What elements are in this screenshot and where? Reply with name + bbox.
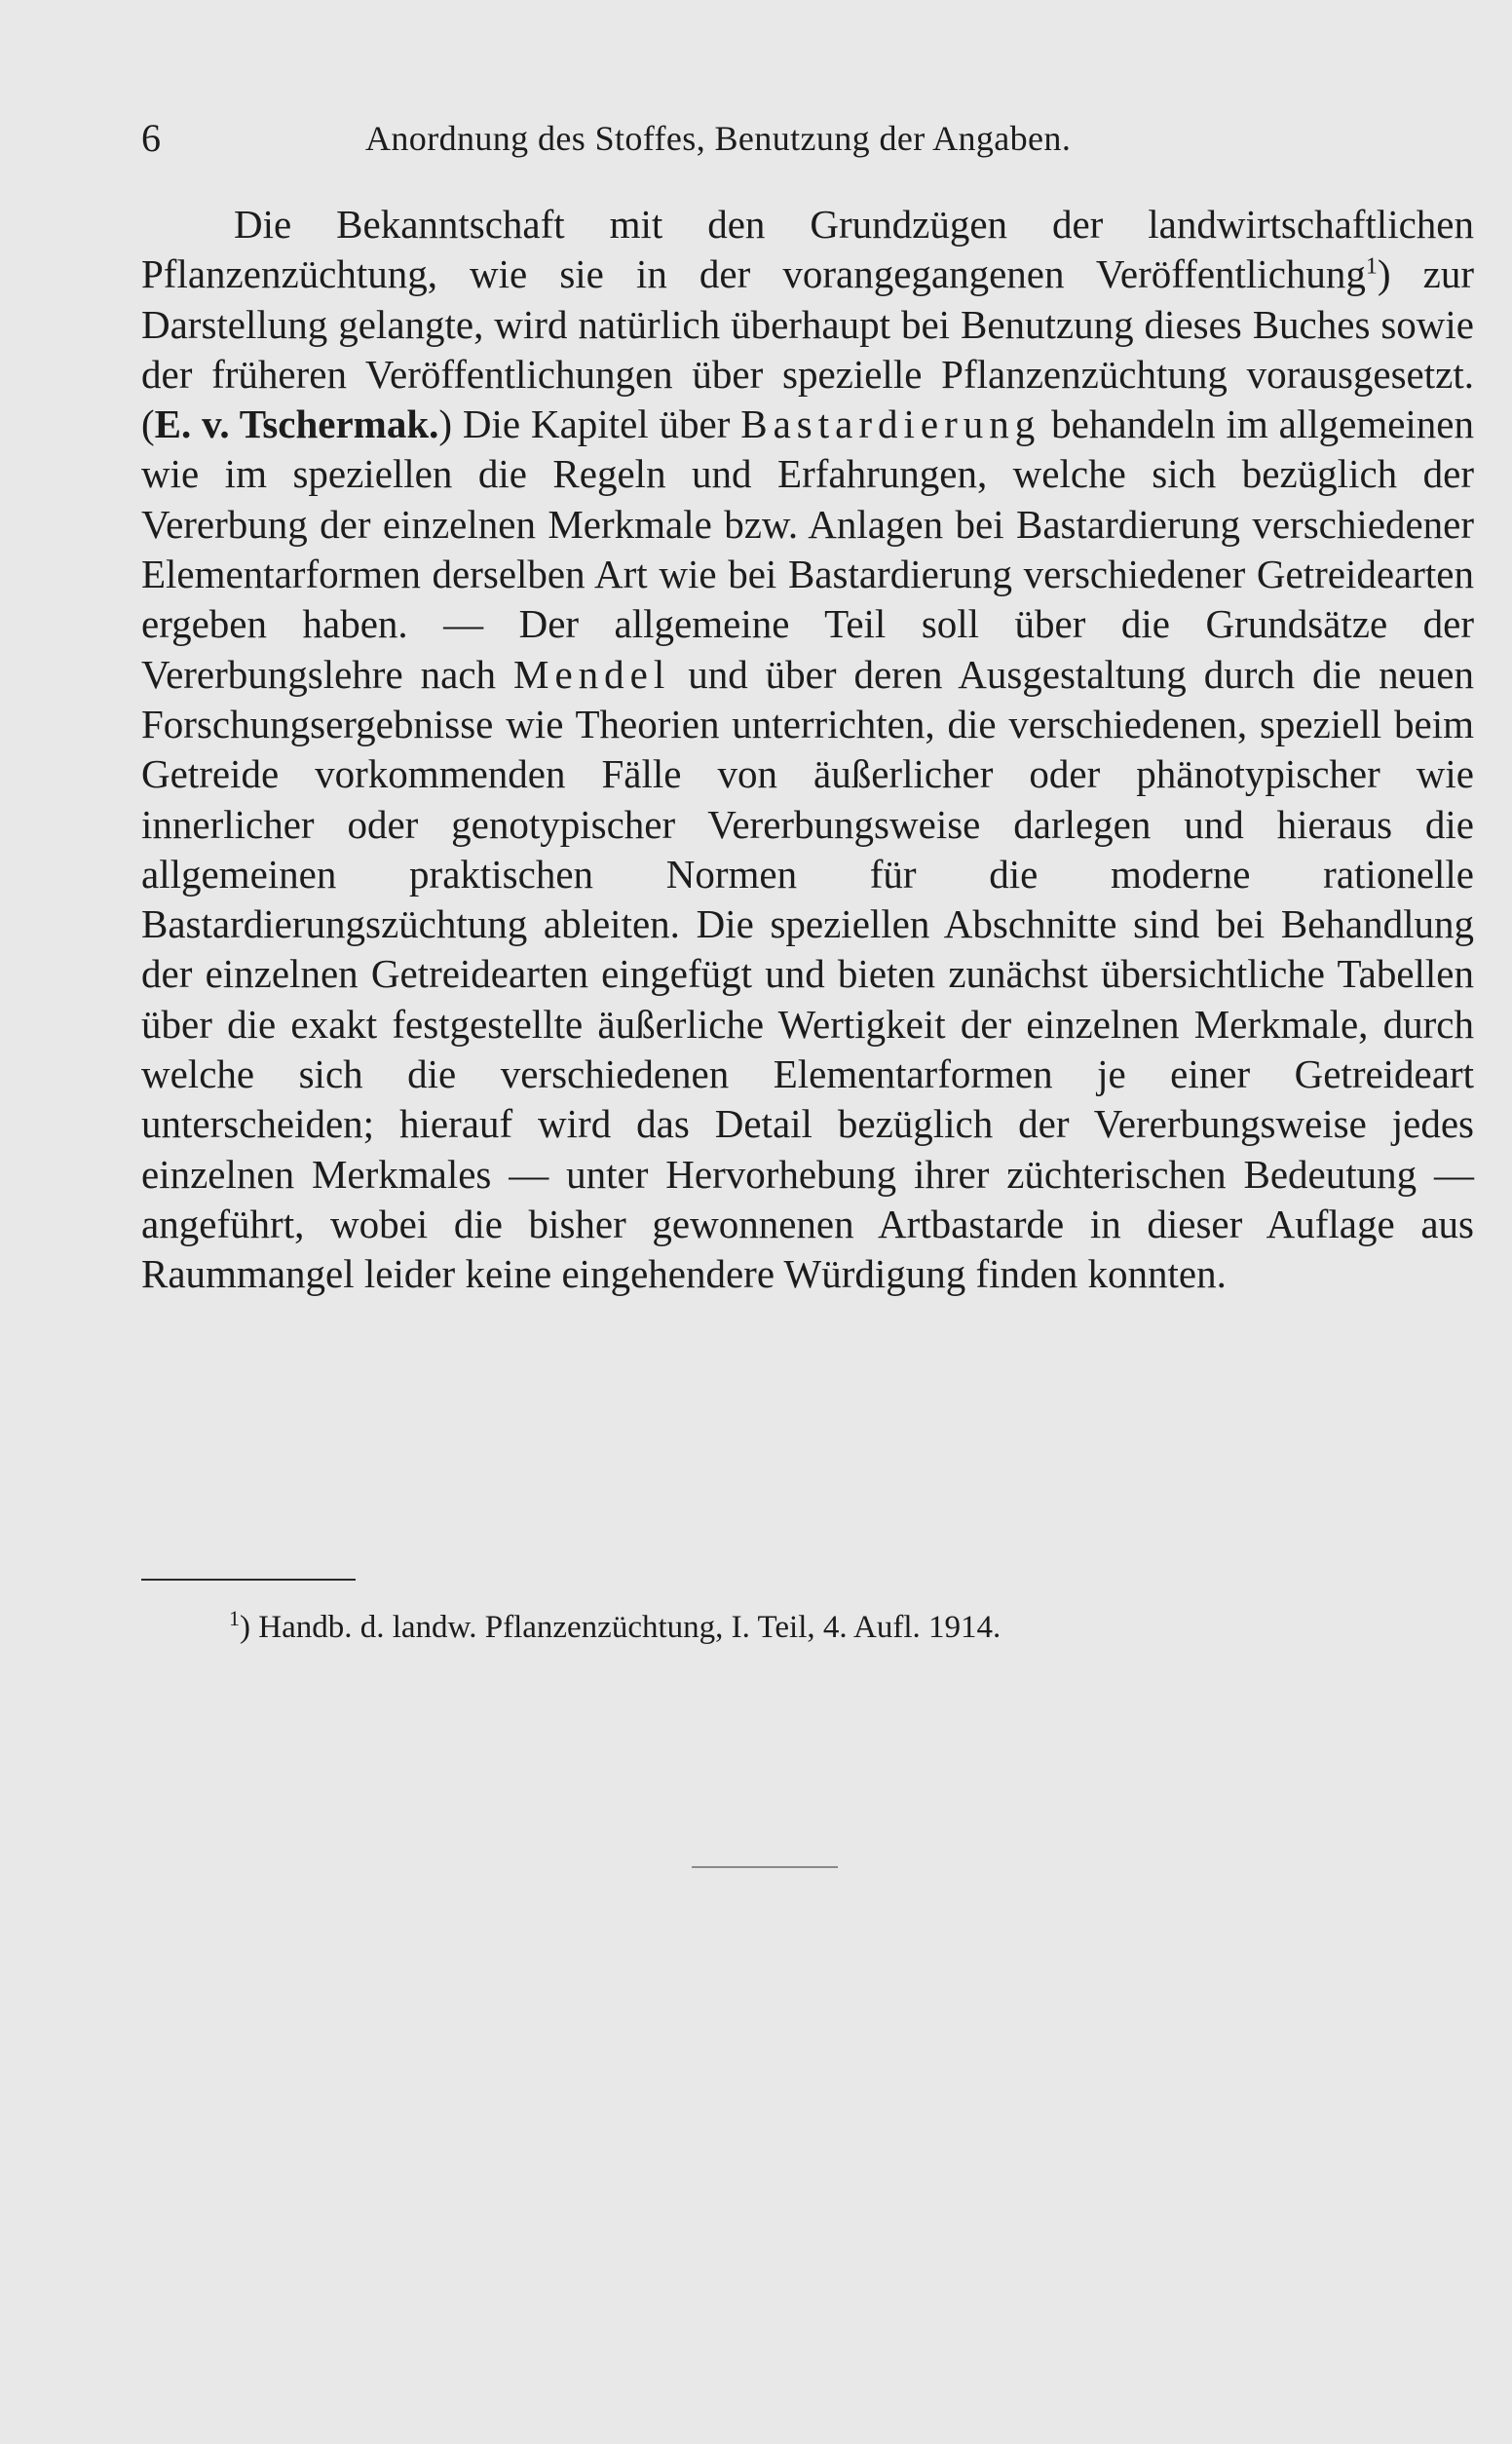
stray-print-mark — [692, 1866, 838, 1868]
author-name: E. v. Tschermak. — [154, 401, 439, 447]
body-text-part-3: ) Die Kapitel über — [438, 401, 741, 447]
spaced-term-mendel: Mendel — [512, 651, 671, 697]
page-number: 6 — [141, 116, 161, 160]
body-paragraph — [141, 200, 1474, 1300]
footnote — [229, 1606, 1398, 1650]
footnote-divider — [141, 1579, 356, 1581]
body-text — [141, 200, 1474, 1300]
running-title: Anordnung des Stoffes, Benutzung der Angaben. — [365, 119, 1072, 158]
running-header — [141, 109, 1291, 168]
body-text-part-1: Die Bekanntschaft mit den Grundzügen der landwirtschaftlichen Pflanzenzüchtung, wie sie in der vorangegangenen Veröffentlichung — [141, 202, 1474, 297]
footnote-reference: 1 — [1365, 253, 1378, 280]
body-text-part-2: ) zur Darstellung gelangte, wird natürlich überhaupt bei Benutzung dieses Buches sowie der früheren Veröffentlichungen über spezielle Pflanzenzüchtung vorausgesetzt. ( — [141, 251, 1474, 447]
spaced-term-bastardierung: Bastardierung — [740, 401, 1041, 447]
footnote-text: ) Handb. d. landw. Pflanzenzüchtung, I. Teil, 4. Aufl. 1914. — [240, 1610, 1002, 1645]
body-text-part-5: und über deren Ausgestaltung durch die neuen Forschungsergebnisse wie Theorien unterrichten, die verschiedenen, speziell beim Getreide vorkommenden Fälle von äußerlicher oder phänotypischer wie innerlicher oder genotypischer Vererbungsweise darlegen und hieraus die allgemeinen praktischen Normen für die moderne rationelle Bastardierungszüchtung ableiten. Die speziellen Abschnitte sind bei Behandlung der einzelnen Getreidearten eingefügt und bieten zunächst übersichtliche Tabellen über die exakt festgestellte äußerliche Wertigkeit der einzelnen Merkmale, durch welche sich die verschiedenen Elementarformen je einer Getreideart unterscheiden; hierauf wird das Detail bezüglich der Vererbungsweise jedes einzelnen Merkmales — unter Hervorhebung ihrer züchterischen Bedeutung — angeführt, wobei die bisher gewonnenen Artbastarde in dieser Auflage aus Raummangel leider keine eingehendere Würdigung finden konnten. — [141, 651, 1475, 1297]
body-text-part-4: behandeln im allgemeinen wie im speziellen die Regeln und Erfahrungen, welche sich bezüglich der Vererbung der einzelnen Merkmale bzw. Anlagen bei Bastardierung verschiedener Elementarformen derselben Art wie bei Bastardierung verschiedener Getreidearten ergeben haben. — Der allgemeine Teil soll über die Grundsätze der Vererbungslehre nach — [141, 401, 1474, 697]
footnote-marker: 1 — [229, 1606, 240, 1630]
